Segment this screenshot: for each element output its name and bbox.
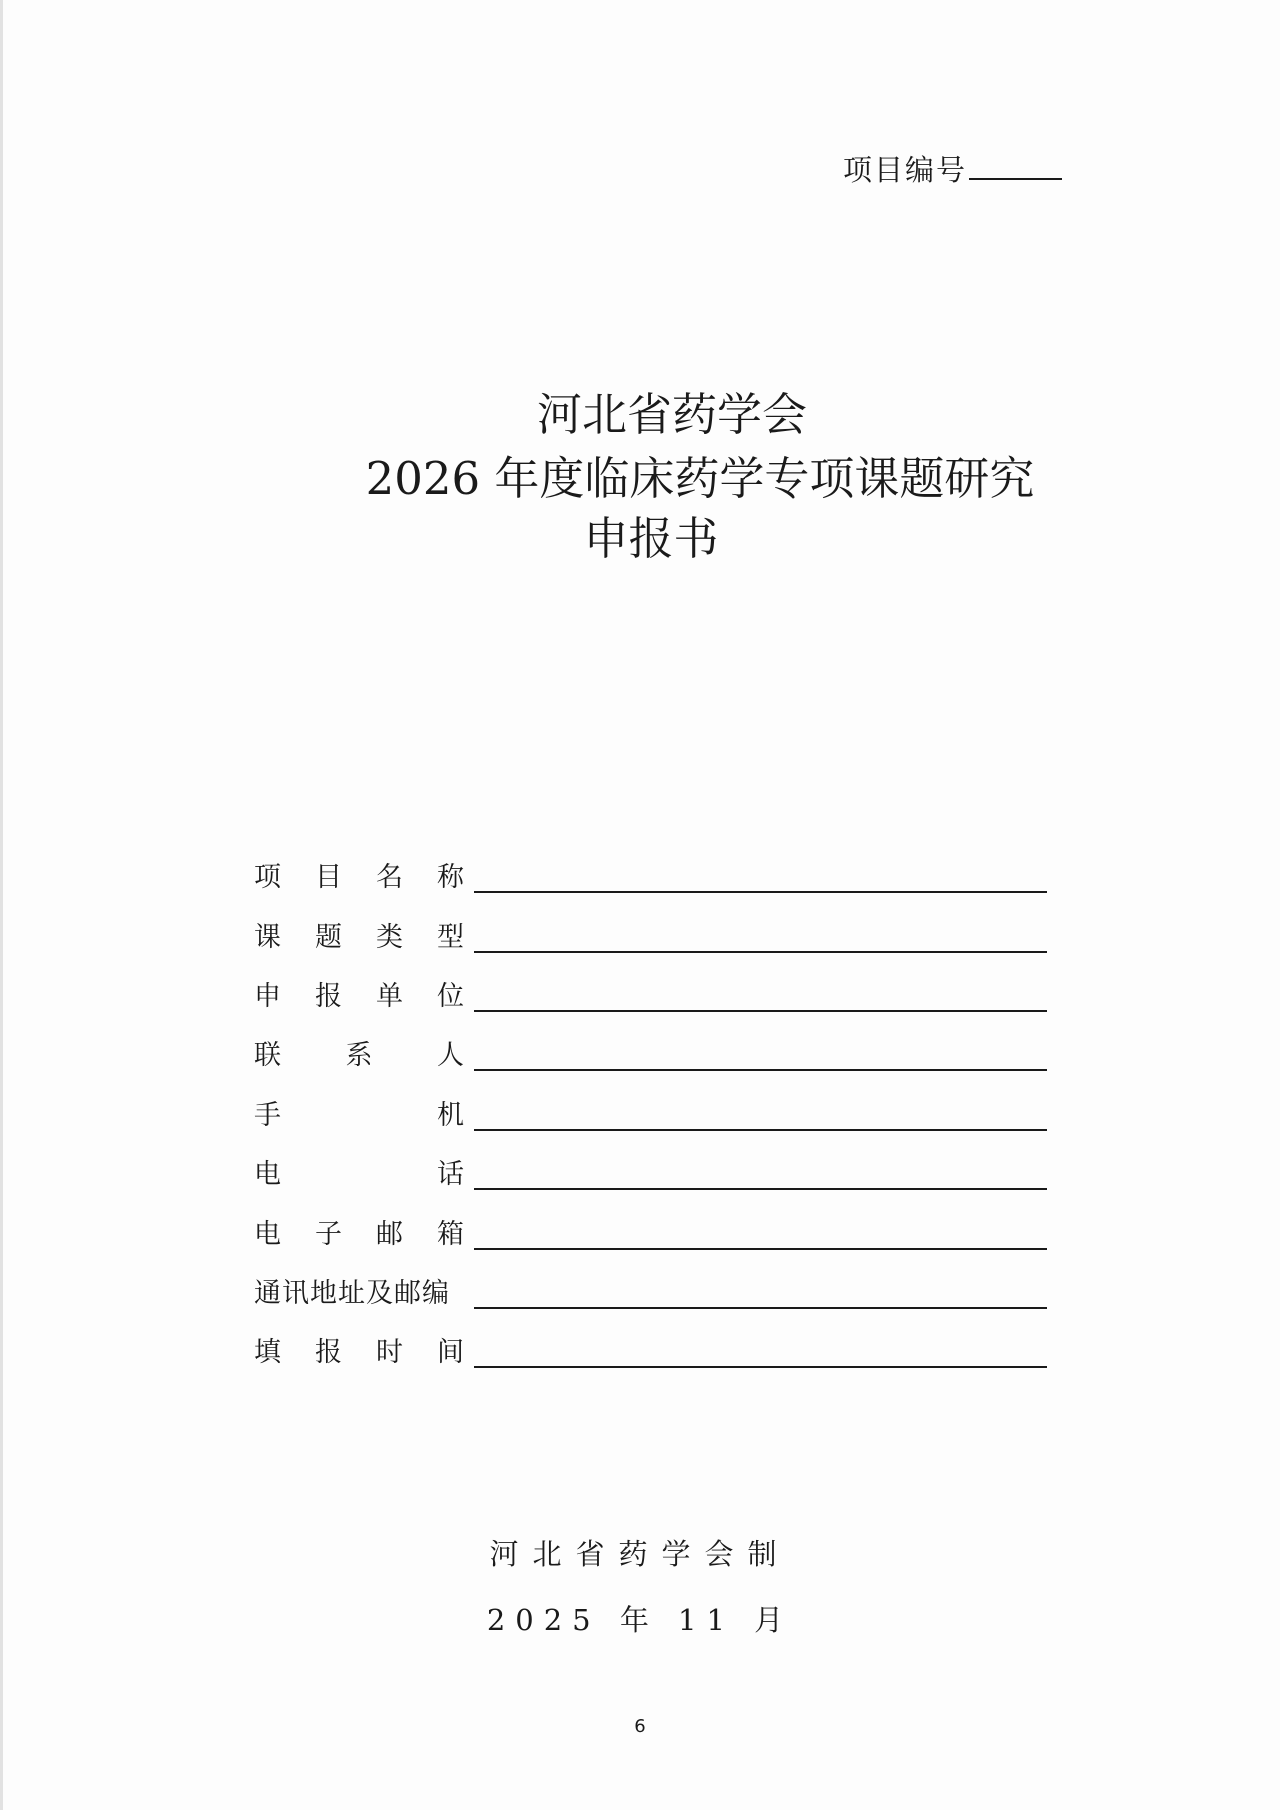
form-row-telephone <box>254 1152 1054 1192</box>
form-row-applicant-unit <box>254 974 1054 1014</box>
form-field-telephone[interactable] <box>474 1188 1047 1190</box>
form-label-topic-type: 课 题 类 型 <box>254 922 464 953</box>
title-line-3: 申报书 <box>583 512 719 565</box>
form-row-mobile <box>254 1093 1054 1133</box>
issue-date: 2025 年 11 月 <box>486 1603 794 1637</box>
project-number-label: 项目编号 <box>843 153 968 187</box>
project-number-blank[interactable] <box>969 154 1062 180</box>
form-label-contact-person: 联 系 人 <box>254 1040 464 1071</box>
form-label-email: 电 子 邮 箱 <box>254 1219 464 1250</box>
form-field-contact-person[interactable] <box>474 1069 1047 1071</box>
form-label-mobile: 手 机 <box>254 1100 464 1131</box>
title-line-1: 河北省药学会 <box>536 388 807 441</box>
form-field-fill-date[interactable] <box>474 1366 1047 1368</box>
form-row-fill-date <box>254 1330 1054 1370</box>
form-row-project-name <box>254 855 1054 895</box>
form-field-email[interactable] <box>474 1248 1047 1250</box>
form-label-fill-date: 填 报 时 间 <box>254 1337 464 1368</box>
form-row-mailing-address <box>254 1271 1054 1311</box>
project-number <box>843 148 1062 189</box>
form-label-telephone: 电 话 <box>254 1159 464 1190</box>
form-row-email <box>254 1212 1054 1252</box>
form-label-project-name: 项 目 名 称 <box>254 862 464 893</box>
form-field-applicant-unit[interactable] <box>474 1010 1047 1012</box>
form-field-topic-type[interactable] <box>474 951 1047 953</box>
form-field-mailing-address[interactable] <box>474 1307 1047 1309</box>
title-line-2: 2026 年度临床药学专项课题研究 <box>365 452 1035 505</box>
form-row-contact-person <box>254 1033 1054 1073</box>
page-number: 6 <box>634 1716 646 1737</box>
issuer: 河北省药学会制 <box>489 1537 791 1571</box>
form-field-project-name[interactable] <box>474 891 1047 893</box>
form-label-applicant-unit: 申 报 单 位 <box>254 981 464 1012</box>
form-row-topic-type <box>254 915 1054 955</box>
form-field-mobile[interactable] <box>474 1129 1047 1131</box>
form-label-mailing-address: 通讯地址及邮编 <box>254 1278 450 1309</box>
